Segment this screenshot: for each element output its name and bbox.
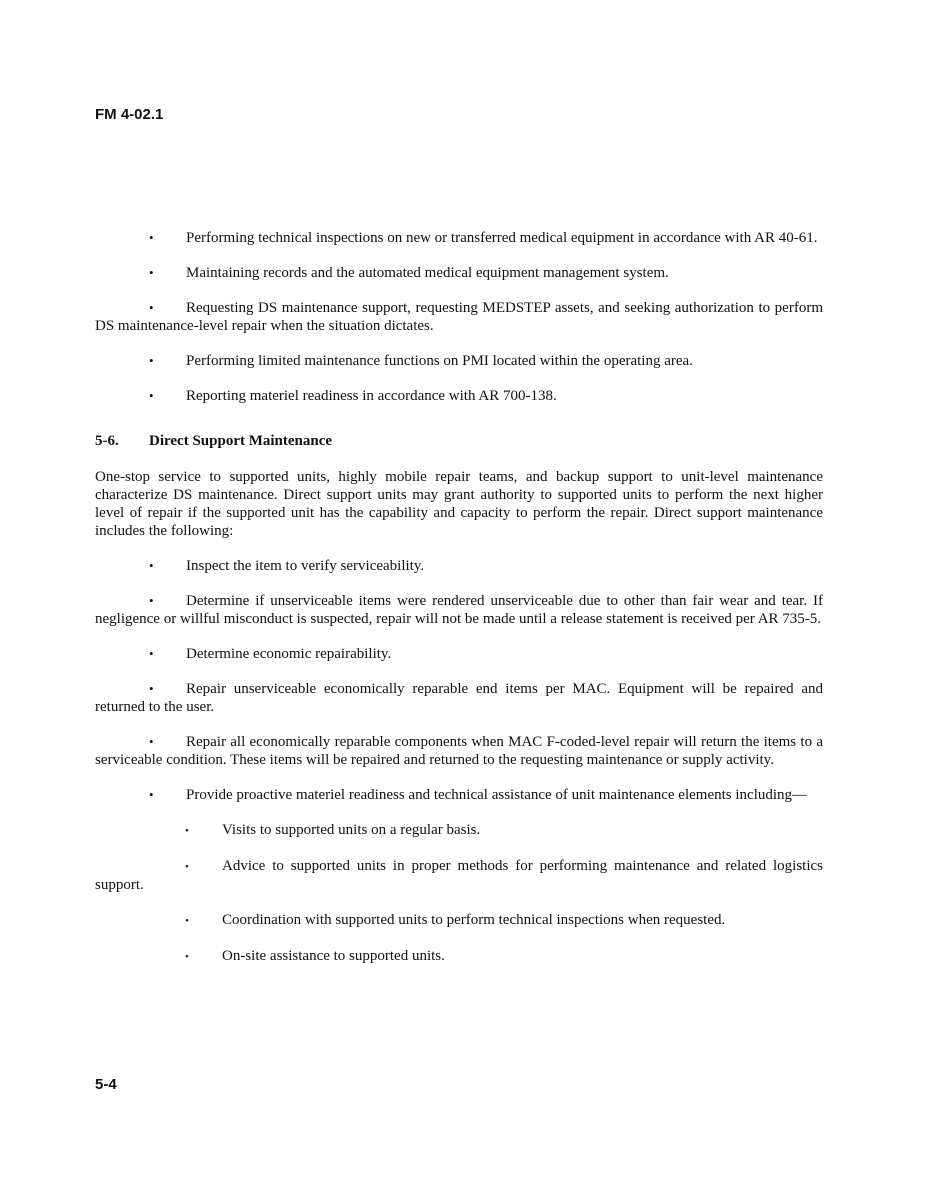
page-body xyxy=(95,229,823,983)
bullet-icon: • xyxy=(149,646,154,661)
list-item xyxy=(95,592,823,628)
sub-list-item xyxy=(95,911,823,930)
document-id: FM 4-02.1 xyxy=(95,106,164,123)
list-item xyxy=(95,645,823,663)
sub-list-item-text: Advice to supported units in proper methods for performing maintenance and related logistics support. xyxy=(95,858,823,893)
bullet-icon: • xyxy=(149,681,154,696)
bullet-icon: • xyxy=(149,300,154,315)
list-item xyxy=(95,387,823,405)
bullet-icon: • xyxy=(149,265,154,280)
section-heading xyxy=(95,432,823,450)
bullet-icon: • xyxy=(149,230,154,245)
section-title: Direct Support Maintenance xyxy=(149,433,333,449)
sub-list-item-text: Coordination with supported units to perform technical inspections when requested. xyxy=(222,912,726,928)
list-item-text: Inspect the item to verify serviceability. xyxy=(186,558,425,574)
list-item-text: Reporting materiel readiness in accordance with AR 700-138. xyxy=(186,388,557,404)
sub-list-item-text: Visits to supported units on a regular basis. xyxy=(222,822,481,838)
list-item xyxy=(95,352,823,370)
list-item-text: Requesting DS maintenance support, requesting MEDSTEP assets, and seeking authorization to perform DS maintenance-level repair when the situation dictates. xyxy=(95,300,823,334)
sub-list-item xyxy=(95,821,823,840)
section-number: 5-6. xyxy=(95,433,119,449)
sub-list-item xyxy=(95,857,823,894)
list-item-text: Repair all economically reparable components when MAC F-coded-level repair will return the items to a serviceable condition. These items will be repaired and returned to the requesting maintenance or supply activity. xyxy=(95,734,823,768)
list-item-text: Performing limited maintenance functions on PMI located within the operating area. xyxy=(186,353,693,369)
bullet-icon: • xyxy=(149,734,154,749)
list-item xyxy=(95,299,823,335)
list-item xyxy=(95,264,823,282)
bullet-icon: • xyxy=(149,787,154,802)
list-item-text: Provide proactive materiel readiness and technical assistance of unit maintenance elements including— xyxy=(186,787,808,803)
list-item-text: Repair unserviceable economically reparable end items per MAC. Equipment will be repaired and returned to the user. xyxy=(95,681,823,715)
list-item xyxy=(95,557,823,575)
list-item-text: Maintaining records and the automated medical equipment management system. xyxy=(186,265,669,281)
list-item-text: Determine economic repairability. xyxy=(186,646,392,662)
list-item-text: Determine if unserviceable items were rendered unserviceable due to other than fair wear and tear. If negligence or willful misconduct is suspected, repair will not be made until a release statement is received per AR 735-5. xyxy=(95,593,823,627)
bullet-icon: • xyxy=(185,915,189,927)
bullet-icon: • xyxy=(149,593,154,608)
bullet-icon: • xyxy=(185,951,189,963)
bullet-icon: • xyxy=(149,558,154,573)
list-item xyxy=(95,680,823,716)
section-intro: One-stop service to supported units, highly mobile repair teams, and backup support to unit-level maintenance characterize DS maintenance. Direct support units may grant authority to supported units to perform the next higher level of repair if the supported unit has the capability and capacity to perform the repair. Direct support maintenance includes the following: xyxy=(95,469,823,539)
bullet-icon: • xyxy=(185,825,189,837)
list-item-text: Performing technical inspections on new or transferred medical equipment in accordance with AR 40-61. xyxy=(186,230,818,246)
page-number: 5-4 xyxy=(95,1076,117,1093)
bullet-icon: • xyxy=(149,388,154,403)
bullet-icon: • xyxy=(185,861,189,873)
bullet-icon: • xyxy=(149,353,154,368)
list-item xyxy=(95,229,823,247)
list-item xyxy=(95,733,823,769)
sub-list-item-text: On-site assistance to supported units. xyxy=(222,948,445,964)
list-item xyxy=(95,786,823,804)
sub-list-item xyxy=(95,947,823,966)
